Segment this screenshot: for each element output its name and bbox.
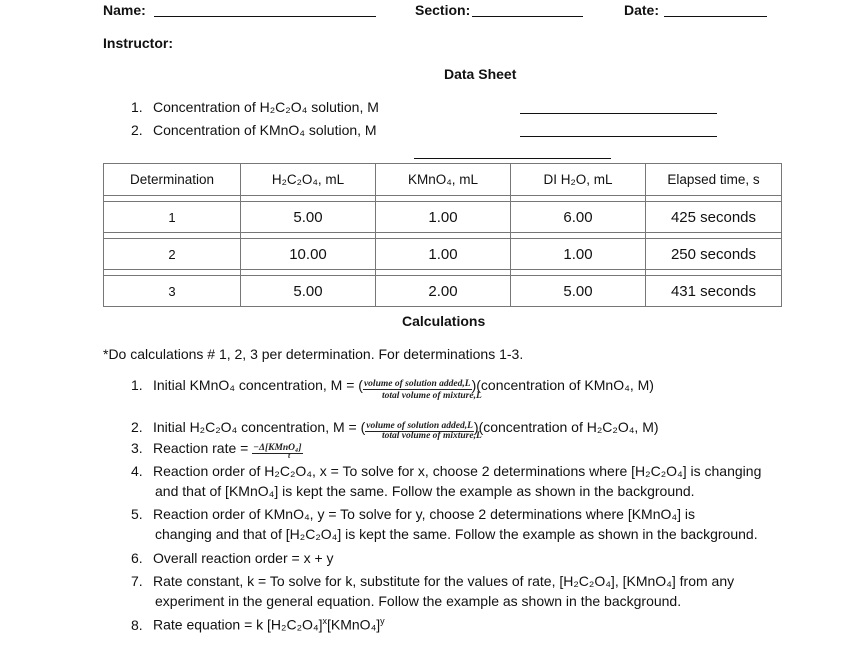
cell-h2c2o4[interactable]: 5.00: [241, 202, 376, 233]
calculations-note: *Do calculations # 1, 2, 3 per determination. For determinations 1-3.: [103, 346, 524, 362]
fraction-denominator: total volume of mixture,L: [382, 391, 482, 401]
fraction-denominator: total volume of mixture,L: [382, 431, 482, 441]
item-number: 4.: [131, 463, 143, 479]
cell-di-water[interactable]: 1.00: [511, 239, 646, 270]
item-text: Overall reaction order = x + y: [153, 550, 334, 566]
item-text: [KMnO₄]: [327, 616, 381, 633]
section-field[interactable]: [472, 16, 583, 17]
cell-h2c2o4[interactable]: 10.00: [241, 239, 376, 270]
item-number: 3.: [131, 440, 143, 456]
item-text: Rate equation = k [H₂C₂O₄]: [153, 616, 323, 633]
item-text: Initial H₂C₂O₄ concentration, M = (: [153, 419, 366, 435]
item-text: Reaction order of KMnO₄, y = To solve for y, choose 2 determinations where [KMnO₄] is: [153, 506, 695, 522]
item-text: Rate constant, k = To solve for k, substitute for the values of rate, [H₂C₂O₄], [KMnO₄] from any: [153, 573, 735, 589]
instructor-label: Instructor:: [103, 35, 173, 51]
exponent-x: x: [322, 616, 327, 626]
item-number: 7.: [131, 573, 143, 589]
item-text: Initial KMnO₄ concentration, M = (: [153, 377, 363, 393]
calc-item-4: [131, 463, 761, 479]
table-row: [104, 276, 782, 307]
concentration-1-field[interactable]: [520, 113, 717, 114]
cell-h2c2o4[interactable]: 5.00: [241, 276, 376, 307]
concentration-item-2: [131, 122, 377, 138]
header-di-water: DI H₂O, mL: [511, 164, 646, 196]
cell-kmno4[interactable]: 1.00: [376, 202, 511, 233]
item-text: )(concentration of H₂C₂O₄, M): [473, 419, 659, 435]
item-text: Reaction order of H₂C₂O₄, x = To solve for x, choose 2 determinations where [H₂C₂O₄] is changing: [153, 463, 762, 479]
calc-item-6: [131, 550, 334, 566]
header-elapsed-time: Elapsed time, s: [646, 164, 782, 196]
rate-denominator: t: [288, 451, 291, 460]
rate-numerator: −Δ[KMnO₄]: [253, 443, 302, 453]
item-number: 6.: [131, 550, 143, 566]
cell-determination: 1: [104, 202, 241, 233]
extra-blank-line: [414, 158, 611, 159]
item-text: )(concentration of KMnO₄, M): [471, 377, 654, 393]
name-label: Name:: [103, 2, 146, 18]
date-label: Date:: [624, 2, 660, 18]
page-title: Data Sheet: [444, 66, 517, 82]
item-number: 1.: [131, 99, 143, 115]
cell-determination: 2: [104, 239, 241, 270]
fraction-numerator: volume of solution added,L: [366, 421, 473, 431]
calc-item-5-cont: changing and that of [H₂C₂O₄] is kept the same. Follow the example as shown in the background.: [155, 526, 758, 542]
fraction-numerator: volume of solution added,L: [363, 379, 471, 389]
header-h2c2o4: H₂C₂O₄, mL: [241, 164, 376, 196]
item-text: Concentration of H₂C₂O₄ solution, M: [153, 99, 379, 115]
concentration-2-field[interactable]: [520, 136, 717, 137]
calc-item-5: [131, 506, 695, 522]
calculations-title: Calculations: [402, 313, 486, 329]
data-table: [103, 163, 782, 307]
concentration-item-1: [131, 99, 379, 115]
calc-item-7-cont: experiment in the general equation. Follow the example as shown in the background.: [155, 593, 682, 609]
table-header-row: [104, 164, 782, 196]
calc-item-7: [131, 573, 734, 589]
item-text: Concentration of KMnO₄ solution, M: [153, 122, 377, 138]
cell-elapsed-time[interactable]: 425 seconds: [646, 202, 782, 233]
calc-item-4-cont: and that of [KMnO₄] is kept the same. Follow the example as shown in the background.: [155, 483, 695, 499]
date-field[interactable]: [664, 16, 767, 17]
header-kmno4: KMnO₄, mL: [376, 164, 511, 196]
table-row: [104, 202, 782, 233]
calc-item-3: [131, 440, 303, 456]
cell-di-water[interactable]: 6.00: [511, 202, 646, 233]
cell-di-water[interactable]: 5.00: [511, 276, 646, 307]
item-number: 2.: [131, 419, 143, 435]
item-number: 8.: [131, 616, 143, 633]
calc-item-8: [131, 616, 385, 633]
cell-elapsed-time[interactable]: 250 seconds: [646, 239, 782, 270]
section-label: Section:: [415, 2, 471, 18]
cell-kmno4[interactable]: 1.00: [376, 239, 511, 270]
table-row: [104, 239, 782, 270]
header-determination: Determination: [104, 164, 241, 196]
item-number: 5.: [131, 506, 143, 522]
name-field[interactable]: [154, 16, 376, 17]
item-number: 1.: [131, 377, 143, 393]
cell-elapsed-time[interactable]: 431 seconds: [646, 276, 782, 307]
cell-determination: 3: [104, 276, 241, 307]
exponent-y: y: [380, 616, 385, 626]
item-number: 2.: [131, 122, 143, 138]
item-text: Reaction rate =: [153, 440, 253, 456]
cell-kmno4[interactable]: 2.00: [376, 276, 511, 307]
